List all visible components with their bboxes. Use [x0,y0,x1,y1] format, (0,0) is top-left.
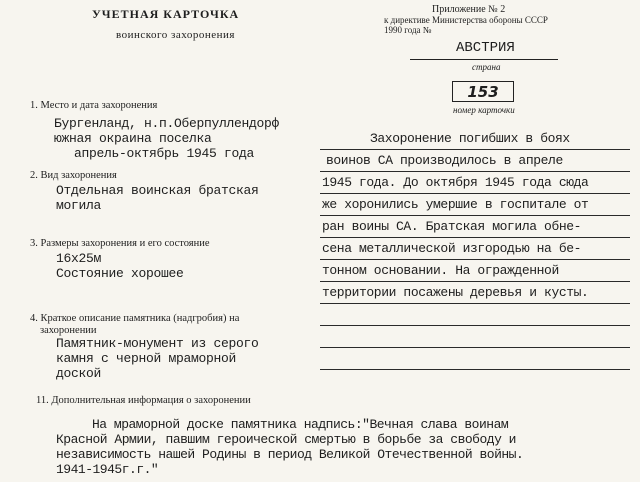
card-number-box [452,81,514,102]
field-2-value-line: Отдельная воинская братская [56,183,259,198]
field-11-label: 11. Дополнительная информация о захоронении [36,395,251,406]
inscription-line: независимость нашей Родины в период Великой Отечественной войны. [56,447,524,462]
notes-line: же хоронились умершие в госпитале от [322,197,589,212]
field-4-value-line: доской [56,366,102,381]
field-3-label: 3. Размеры захоронения и его состояние [30,238,210,249]
field-2-label: 2. Вид захоронения [30,170,117,181]
ruled-line [320,259,630,260]
notes-line: сена металлической изгородью на бе- [322,241,582,256]
field-1-value-line: Бургенланд, н.п.Оберпуллендорф [54,116,280,131]
ruled-line [320,325,630,326]
card-number-caption: номер карточки [453,105,515,115]
ruled-line [320,369,630,370]
appendix-year: 1990 года № [384,25,432,35]
card-title: УЧЕТНАЯ КАРТОЧКА [92,7,240,21]
field-1-value-line: южная окраина поселка [54,131,212,146]
country-underline [410,59,558,60]
field-4-label-continued: захоронении [40,325,97,336]
country-value: АВСТРИЯ [456,40,515,56]
notes-line: ран воины СА. Братская могила обне- [322,219,582,234]
inscription-line: Красной Армии, павшим героической смертью в борьбе за свободу и [56,432,516,447]
appendix-title: Приложение № 2 [432,4,506,15]
appendix-directive: к директиве Министерства обороны СССР [384,15,548,25]
field-1-value-line: апрель-октябрь 1945 года [74,146,255,161]
field-3-value-line: 16х25м [56,251,102,266]
country-caption: страна [472,62,501,72]
ruled-line [320,347,630,348]
field-3-value-line: Состояние хорошее [56,266,184,281]
card-number-value: 153 [467,82,499,101]
ruled-line [320,303,630,304]
field-1-label: 1. Место и дата захоронения [30,100,158,111]
notes-line: территории посажены деревья и кусты. [322,285,589,300]
field-4-value-line: камня с черной мраморной [56,351,237,366]
ruled-line [320,171,630,172]
notes-line: воинов СА производилось в апреле [326,153,563,168]
ruled-line [320,281,630,282]
card-subtitle: воинского захоронения [116,29,235,41]
ruled-line [320,237,630,238]
field-2-value-line: могила [56,198,102,213]
ruled-line [320,149,630,150]
field-4-label: 4. Краткое описание памятника (надгробия) на [30,313,240,324]
inscription-line: 1941-1945г.г." [56,462,159,477]
notes-line: 1945 года. До октября 1945 года сюда [322,175,589,190]
notes-line: тонном основании. На огражденной [322,263,559,278]
ruled-line [320,193,630,194]
field-4-value-line: Памятник-монумент из серого [56,336,259,351]
ruled-line [320,215,630,216]
notes-line: Захоронение погибших в боях [370,131,570,146]
inscription-line: На мраморной доске памятника надпись:"Вечная слава воинам [92,417,509,432]
